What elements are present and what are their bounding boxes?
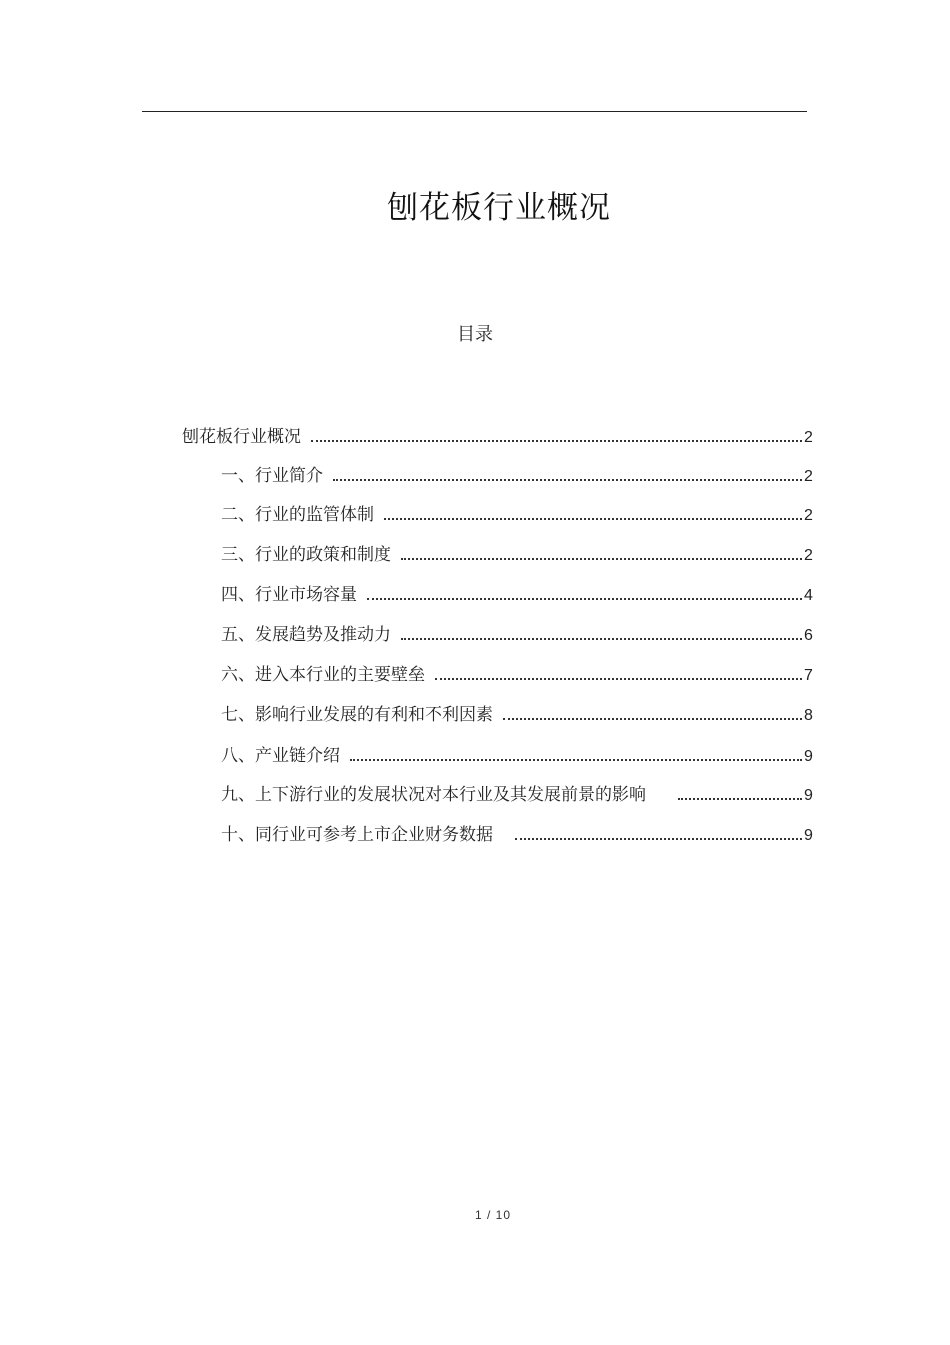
toc-entry[interactable]	[221, 500, 812, 524]
toc-entry-label: 七、影响行业发展的有利和不利因素	[221, 705, 493, 725]
toc-entry[interactable]	[221, 620, 812, 644]
toc-entry-page: 2	[804, 468, 813, 485]
toc-leader-dots	[350, 758, 802, 761]
toc-entry-label: 三、行业的政策和制度	[221, 545, 391, 565]
toc-entry-label: 九、上下游行业的发展状况对本行业及其发展前景的影响	[221, 785, 646, 805]
toc-leader-dots	[367, 597, 802, 600]
toc-leader-dots	[384, 517, 802, 520]
toc-entry[interactable]	[221, 660, 812, 684]
document-title: 刨花板行业概况	[387, 190, 611, 226]
header-rule	[142, 111, 807, 112]
toc-leader-dots	[515, 837, 802, 840]
toc-leader-dots	[333, 478, 802, 481]
toc-entry-label: 十、同行业可参考上市企业财务数据	[221, 825, 493, 845]
toc-leader-dots	[503, 717, 802, 720]
toc-leader-dots	[401, 557, 802, 560]
toc-entry-page: 9	[804, 787, 813, 804]
toc-entry-page: 4	[804, 587, 813, 604]
toc-entry[interactable]	[221, 580, 812, 604]
toc-entry[interactable]	[221, 461, 812, 485]
toc-entry-label: 八、产业链介绍	[221, 746, 340, 766]
toc-entry-label: 一、行业简介	[221, 466, 323, 486]
toc-entry-page: 2	[804, 547, 813, 564]
toc-leader-dots	[678, 797, 802, 800]
toc-entry-label: 六、进入本行业的主要壁垒	[221, 665, 425, 685]
toc-heading: 目录	[457, 324, 493, 345]
toc-entry-label: 五、发展趋势及推动力	[221, 625, 391, 645]
toc-leader-dots	[435, 677, 802, 680]
toc-entry[interactable]	[221, 741, 812, 765]
toc-entry-page: 6	[804, 627, 813, 644]
toc-entry-page: 9	[804, 748, 813, 765]
toc-entry-page: 9	[804, 827, 813, 844]
toc-entry-page: 7	[804, 667, 813, 684]
toc-entry-label: 二、行业的监管体制	[221, 505, 374, 525]
toc-entry[interactable]	[182, 422, 812, 446]
toc-entry-page: 2	[804, 507, 813, 524]
toc-leader-dots	[401, 637, 802, 640]
toc-entry-page: 8	[804, 707, 813, 724]
toc-entry-label: 刨花板行业概况	[182, 427, 301, 447]
toc-entry-label: 四、行业市场容量	[221, 585, 357, 605]
toc-entry[interactable]	[221, 820, 812, 844]
toc-leader-dots	[311, 439, 802, 442]
toc-entry[interactable]	[221, 780, 812, 804]
toc-entry-page: 2	[804, 429, 813, 446]
toc-entry[interactable]	[221, 540, 812, 564]
toc-entry[interactable]	[221, 700, 812, 724]
page-number: 1 / 10	[474, 1208, 512, 1222]
